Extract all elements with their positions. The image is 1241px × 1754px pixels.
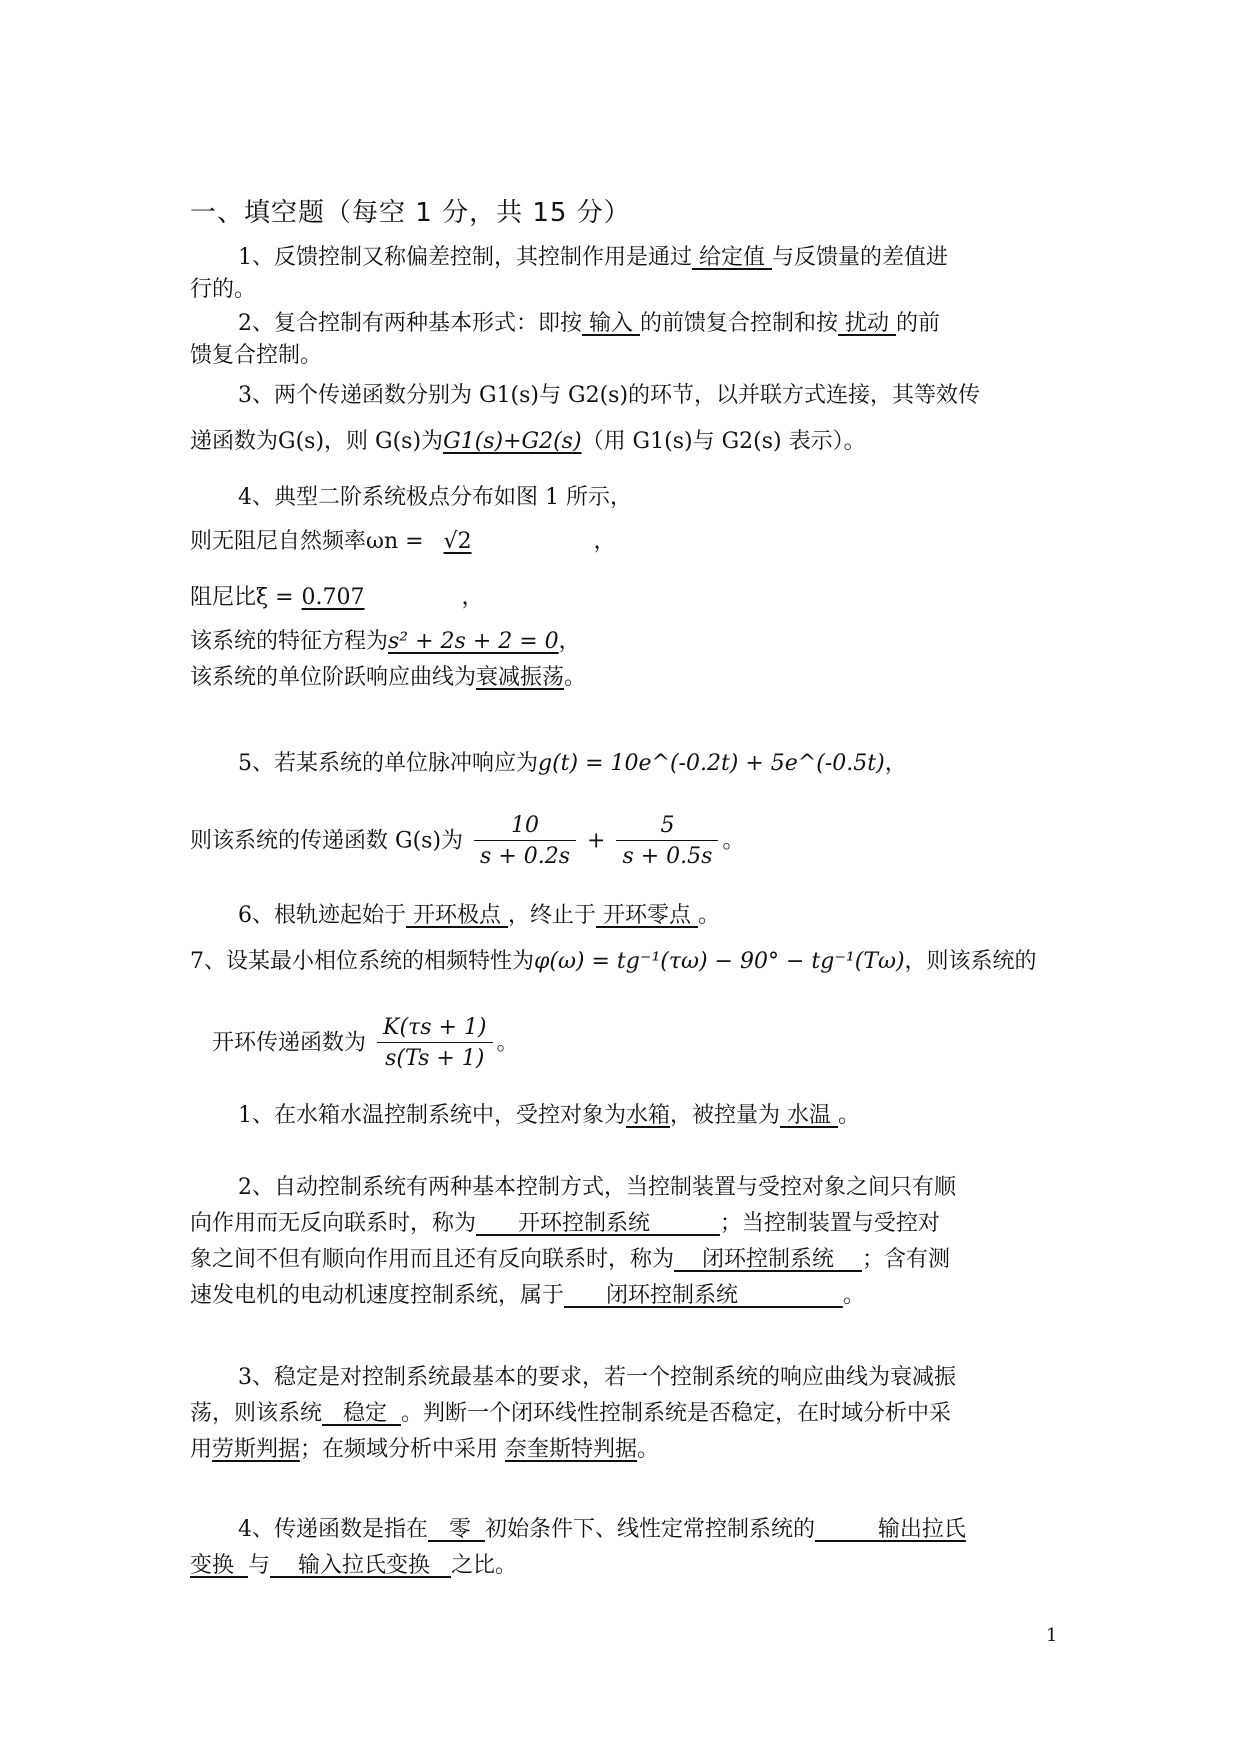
q4-label-xi: 阻尼比ξ =: [190, 585, 294, 610]
s2q1-text-b: ，被控量为: [670, 1103, 781, 1128]
q7-transfer-fraction: $\frac{K(\tau s + 1)}{s(Ts + 1)}$: [377, 1014, 492, 1073]
q2-answer-1: 输入: [582, 311, 640, 336]
s2q1-answer-2: 水温: [780, 1103, 839, 1128]
s2q3-line3: 用劳斯判据；在频域分析中采用 奈奎斯特判据。: [190, 1437, 660, 1462]
q6-answer-1: 开环极点: [406, 903, 508, 928]
q1-text-b: 与反馈量的差值进: [772, 245, 949, 270]
q3-line1: 3、两个传递函数分别为 G1(s)与 G2(s)的环节，以并联方式连接，其等效传: [238, 383, 981, 408]
q2-line1: [238, 310, 940, 338]
s2q1-answer-1: 水箱: [626, 1103, 671, 1128]
q1-answer: 给定值: [692, 245, 772, 270]
q6-answer-2: 开环零点: [596, 903, 699, 928]
s2q2-line1: 2、自动控制系统有两种基本控制方式，当控制装置与受控对象之间只有顺: [238, 1175, 956, 1200]
q5-text-b: 则该系统的传递函数 G(s)为: [190, 828, 464, 854]
q7-line2: 开环传递函数为 $\frac{K(\tau s + 1)}{s(Ts + 1)}$ 。: [212, 1015, 519, 1071]
q4-answer-curve: 衰减振荡: [476, 665, 565, 690]
q6-text-c: 。: [698, 903, 721, 928]
s2q2-answer-2: 闭环控制系统: [674, 1247, 862, 1272]
q4-answer-omega: √2: [443, 529, 472, 554]
q4-comma-2: ，: [461, 585, 484, 610]
q7-text-c: 开环传递函数为: [212, 1030, 367, 1056]
q6-text-a: 6、根轨迹起始于: [238, 903, 406, 928]
q3-line2: [190, 428, 866, 456]
q2-answer-2: 扰动: [838, 311, 897, 336]
s2q4-line1: 4、传递函数是指在 零 初始条件下、线性定常控制系统的 输出拉氏: [238, 1517, 966, 1542]
q6-line: [238, 902, 720, 930]
s2q1-text-a: 1、在水箱水温控制系统中，受控对象为: [238, 1103, 626, 1128]
s2q4-answer-2: 输出拉氏: [814, 1517, 966, 1542]
s2q2-line2: 向作用而无反向联系时，称为 开环控制系统 ；当控制装置与受控对: [190, 1211, 940, 1236]
q4-answer-xi: 0.707: [301, 585, 365, 610]
q4-comma: ，: [593, 529, 616, 554]
s2q4-answer-2-cont: 变换: [190, 1553, 248, 1578]
q3-answer: G1(s)+G2(s): [443, 429, 582, 454]
q5-line1: 5、若某系统的单位脉冲响应为g(t) = 10e^(-0.2t) + 5e^(-0.5t)，: [238, 751, 907, 776]
q7-line1: [190, 948, 1037, 976]
q6-text-b: ，终止于: [508, 903, 597, 928]
q4-answer-eq: s² + 2s + 2 = 0: [388, 629, 559, 654]
q7-text-b: ，则该系统的: [904, 949, 1037, 974]
q4-label-omega: 则无阻尼自然频率ωn =: [190, 529, 424, 554]
q5-fraction-2: $\frac{5}{s + 0.5s}$: [616, 812, 718, 871]
section-heading: 一、填空题（每空 1 分，共 15 分）: [190, 198, 631, 228]
q2-text-b: 的前馈复合控制和按: [640, 311, 839, 336]
q4-label-curve: 该系统的单位阶跃响应曲线为: [190, 665, 477, 690]
s2q2-answer-3: 闭环控制系统: [564, 1283, 843, 1308]
q4-period: 。: [564, 665, 587, 690]
s2q2-answer-1: 开环控制系统: [476, 1211, 720, 1236]
q2-text-c: 的前: [896, 311, 941, 336]
q3-text-c: （用 G1(s)与 G2(s) 表示）。: [581, 429, 866, 454]
q4-line2: [190, 528, 616, 556]
page-number: 1: [1046, 1625, 1058, 1646]
s2q4-line2: 变换 与 输入拉氏变换 之比。: [190, 1553, 517, 1578]
q5-fraction-1: $\frac{10}{s + 0.2s}$: [474, 812, 576, 871]
q2-text-a: 2、复合控制有两种基本形式：即按: [238, 311, 582, 336]
q4-line5: [190, 664, 586, 692]
s2q3-answer-3: 奈奎斯特判据: [505, 1437, 638, 1462]
s2q3-answer-2: 劳斯判据: [212, 1437, 301, 1462]
q5-text-a: 5、若某系统的单位脉冲响应为: [238, 751, 538, 776]
s2q1-text-c: 。: [838, 1103, 861, 1128]
s2q3-line2: 荡，则该系统 稳定 。判断一个闭环线性控制系统是否稳定，在时域分析中采: [190, 1401, 951, 1426]
q2-line2: 馈复合控制。: [190, 343, 323, 368]
q7-phase-expr: φ(ω) = tg⁻¹(τω) − 90° − tg⁻¹(Tω): [534, 949, 905, 974]
s2q3-line1: 3、稳定是对控制系统最基本的要求，若一个控制系统的响应曲线为衰减振: [238, 1365, 956, 1390]
s2q4-answer-1: 零: [428, 1517, 485, 1542]
q3-text-b: 递函数为G(s)，则 G(s)为: [190, 429, 444, 454]
q1-text-a: 1、反馈控制又称偏差控制，其控制作用是通过: [238, 245, 692, 270]
s2q3-answer-1: 稳定: [322, 1401, 401, 1426]
s2q2-line4: 速发电机的电动机速度控制系统，属于 闭环控制系统 。: [190, 1283, 865, 1308]
q4-line3: [190, 584, 484, 612]
q4-comma-3: ，: [558, 629, 581, 654]
s2q1-line: [238, 1102, 860, 1130]
q4-label-eq: 该系统的特征方程为: [190, 629, 389, 654]
q4-line4: [190, 628, 581, 656]
s2q2-line3: 象之间不但有顺向作用而且还有反向联系时，称为 闭环控制系统 ；含有测: [190, 1247, 950, 1272]
s2q4-answer-3: 输入拉氏变换: [270, 1553, 451, 1578]
q1-line2: 行的。: [190, 277, 257, 302]
q5-line2: 则该系统的传递函数 G(s)为 $\frac{10}{s + 0.2s}$ + $\frac{5}{s + 0.5s}$ 。: [190, 813, 745, 869]
q7-text-a: 7、设某最小相位系统的相频特性为: [190, 949, 534, 974]
q4-line1: 4、典型二阶系统极点分布如图 1 所示，: [238, 485, 632, 510]
q1-line1: [238, 244, 948, 272]
q5-impulse-expr: g(t) = 10e^(-0.2t) + 5e^(-0.5t): [538, 751, 885, 776]
